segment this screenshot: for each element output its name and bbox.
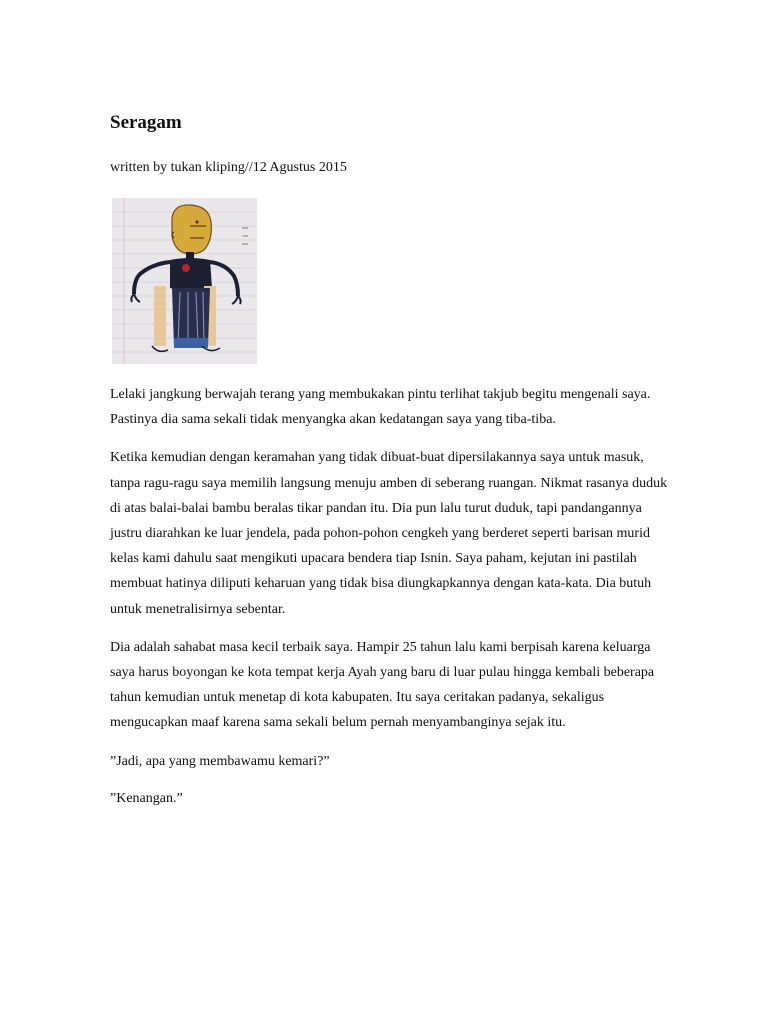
paragraph: Dia adalah sahabat masa kecil terbaik saya. Hampir 25 tahun lalu kami berpisah karena keluarga saya harus boyongan ke kota tempat kerja Ayah yang baru di luar pulau hingga kembali beberapa tahun kemudian untuk menetap di kota kabupaten. Itu saya ceritakan padanya, sekaligus mengucapkan maaf karena sama sekali belum pernah menyambanginya sejak itu. [110, 639, 655, 731]
article-title: Seragam [110, 112, 182, 133]
article-body [110, 382, 670, 823]
dialog-line: ”Kenangan.” [110, 790, 183, 806]
paragraph: Ketika kemudian dengan keramahan yang tidak dibuat-buat dipersilakannya saya untuk masuk, tanpa ragu-ragu saya memilih langsung menuju amben di seberang ruangan. Nikmat rasanya duduk di atas balai-balai bambu beralas tikar pandan itu. Dia pun lalu turut duduk, tapi pandangannya justru diarahkan ke luar jendela, pada pohon-pohon cengkeh yang berderet seperti barisan murid kelas kami dahulu saat mengikuti upacara bendera tiap Isnin. Saya paham, kejutan ini pastilah membuat hatinya diliputi keharuan yang tidak bisa diungkapkannya dengan kata-kata. Dia butuh untuk menetralisirnya sebentar. [110, 450, 668, 617]
dialog-line: ”Jadi, apa yang membawamu kemari?” [110, 753, 330, 769]
paragraph: Lelaki jangkung berwajah terang yang membukakan pintu terlihat takjub begitu mengenali saya. Pastinya dia sama sekali tidak menyangka akan kedatangan saya yang tiba-tiba. [110, 387, 651, 428]
childlike-figure-drawing-icon [112, 198, 257, 364]
article-byline: written by tukan kliping//12 Agustus 2015 [110, 160, 347, 175]
